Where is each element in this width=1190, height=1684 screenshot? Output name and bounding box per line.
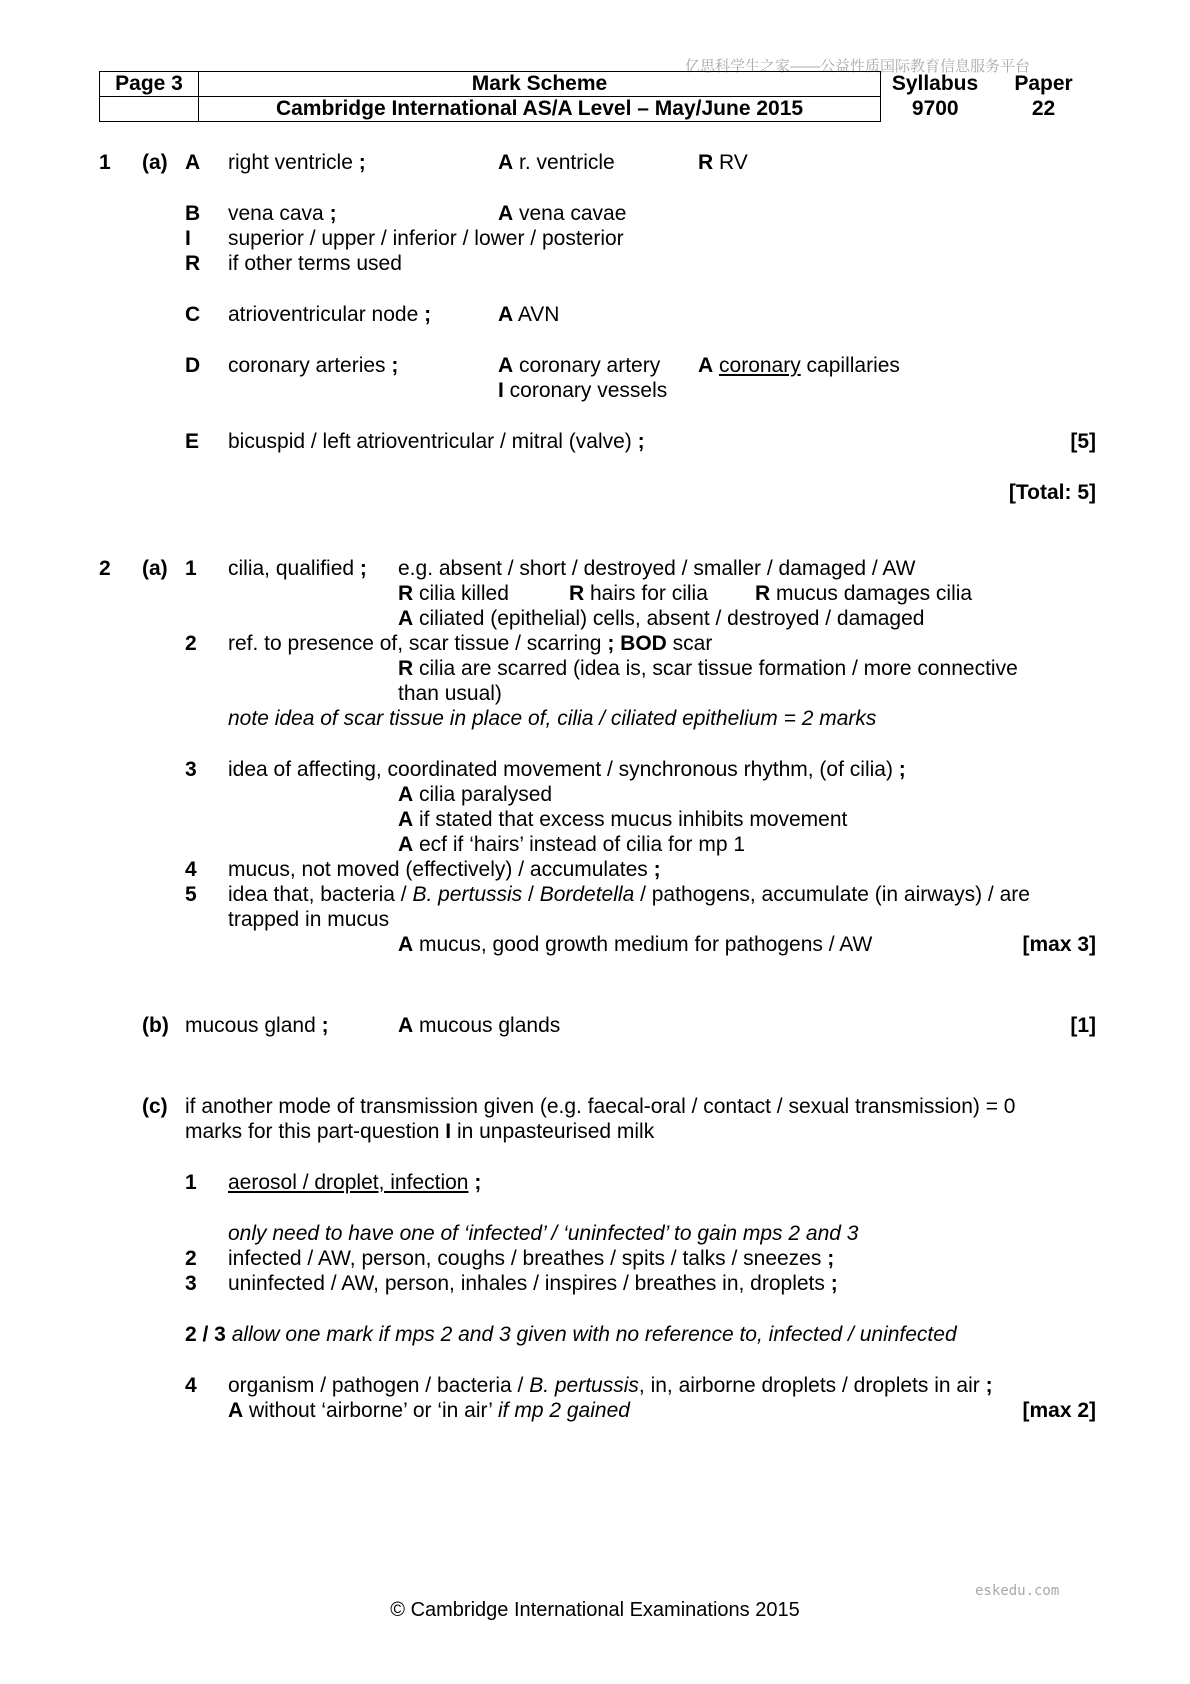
q2c-intro-2 [185,1119,654,1145]
paper-value: 22 [1031,97,1056,120]
answer-text: idea of affecting, coordinated movement / synchronous rhythm, (of cilia) [228,758,893,781]
accept-label: A [398,1014,414,1037]
answer-text: / pathogens, accumulate (in airways) / are [634,883,1030,906]
mark-point: ; [979,1374,993,1397]
q2-mp3-text [228,757,906,783]
q1-D-accept [498,353,660,379]
q2-mp1-reject-2 [569,581,708,607]
answer-text: infected / AW, person, coughs / breathes / spits / talks / sneezes [228,1247,822,1270]
answer-text: bicuspid / left atrioventricular / mitral (valve) [228,430,632,453]
accept-text: r. ventricle [513,151,615,174]
accept-text: vena cavae [513,202,627,225]
q2-mp1-text [228,556,367,582]
page-number: Page 3 [100,72,199,97]
ignore-label: I [498,379,504,402]
header-table [99,71,1098,122]
accept-text: coronary artery [513,354,661,377]
q2-part-b: (b) [142,1014,169,1037]
ignore-text: coronary vessels [503,379,668,402]
q2b-marks: [1] [1070,1014,1096,1037]
q2a-marks: [max 3] [1022,933,1096,956]
q1-E-marks: [5] [1070,430,1096,453]
accept-label: A [398,607,414,630]
reject-text: hairs for cilia [584,582,708,605]
reject-text: RV [713,151,748,174]
accept-condition: if mp 2 gained [498,1399,630,1422]
q2-mp1-reject-3 [755,581,972,607]
q1-D-accept-2 [698,353,900,379]
accept-label: A [398,933,414,956]
q2-mp3-accept-3 [398,832,745,858]
q2-mp2-reject [398,656,1018,682]
accept-label: A [398,808,414,831]
mark-point: ; [352,151,366,174]
accept-label: A [228,1399,244,1422]
accept-label: A [498,202,514,225]
reject-label: R [398,657,414,680]
answer-text: atrioventricular node [228,303,419,326]
header-subtitle: Cambridge International AS/A Level – May/June 2015 [199,97,881,122]
accept-text: mucus, good growth medium for pathogens / AW [413,933,873,956]
reject-label: R [569,582,585,605]
mark-point: ; [821,1247,835,1270]
answer-text: , in, airborne droplets / droplets in air [638,1374,980,1397]
q2-mp2-number: 2 [185,632,197,655]
q1-D-letter: D [185,354,201,377]
q2b-answer [185,1013,329,1039]
accept-text: ecf if ‘hairs’ instead of cilia for mp 1 [413,833,746,856]
reject-label: R [755,582,771,605]
mark-point: ; [315,1014,329,1037]
answer-text: mucous gland [185,1014,316,1037]
species-name: B. pertussis [529,1374,639,1397]
reject-label: R [698,151,714,174]
answer-text: mucus, not moved (effectively) / accumulates [228,858,648,881]
accept-label: A [498,303,514,326]
answer-text: scar [666,632,713,655]
q2-part-a: (a) [142,557,168,580]
accept-underlined: coronary [719,354,801,377]
separator: / [522,883,540,906]
answer-text: coronary arteries [228,354,386,377]
q1-total: [Total: 5] [1008,481,1096,504]
mark-point: ; [824,1272,838,1295]
header-blank [100,97,199,122]
q1-D-answer [228,353,398,379]
answer-text: cilia, qualified [228,557,355,580]
q2-mp3-number: 3 [185,758,197,781]
q1-part-a: (a) [142,151,168,174]
q1-D-ignore [498,378,667,404]
genus-name: Bordetella [539,883,635,906]
q2-mp5-text-cont: trapped in mucus [228,908,390,931]
accept-text: AVN [513,303,560,326]
reject-label: R [398,582,414,605]
accept-text: capillaries [800,354,900,377]
mark-point: ; BOD [607,632,667,655]
q2-mp5-accept [398,932,872,958]
q2c-mp4-text [228,1373,993,1399]
q2c-intro-1: if another mode of transmission given (e.g. faecal-oral / contact / sexual transmission) = 0 [185,1095,1016,1118]
answer-text: aerosol / droplet, infection [228,1171,469,1194]
header-title: Mark Scheme [199,72,881,97]
q2c-mp3-text [228,1271,838,1297]
q2-mp3-accept-1 [398,782,552,808]
answer-text: uninfected / AW, person, inhales / inspires / breathes in, droplets [228,1272,825,1295]
q2-mp1-accept [398,606,924,632]
q2-part-c: (c) [142,1095,168,1118]
q2c-mp2-number: 2 [185,1247,197,1270]
accept-label: A [698,354,714,377]
q2-mp4-number: 4 [185,858,197,881]
q1-I-letter: I [185,227,191,250]
q2c-mp23-note [185,1322,957,1348]
q2-mp2-text [228,631,712,657]
accept-label: A [398,833,414,856]
q1-A-answer [228,150,366,176]
q1-A-reject [698,150,748,176]
mark-point: ; [323,202,337,225]
intro-text: marks for this part-question [185,1120,446,1143]
syllabus-value: 9700 [911,97,959,120]
q1-B-accept [498,201,626,227]
copyright-footer: © Cambridge International Examinations 2015 [390,1599,800,1621]
accept-label: A [498,151,514,174]
ignore-text: in unpasteurised milk [451,1120,655,1143]
q1-B-letter: B [185,202,201,225]
q1-R-text: if other terms used [228,252,402,275]
q1-E-letter: E [185,430,200,453]
q1-R-letter: R [185,252,201,275]
q2-mp1-number: 1 [185,557,197,580]
watermark-top: 亿思科学生之家——公益性质国际教育信息服务平台 [685,58,1031,75]
q1-B-answer [228,201,337,227]
q1-C-accept [498,302,559,328]
q1-C-letter: C [185,303,201,326]
mark-point: ; [418,303,432,326]
accept-text: if stated that excess mucus inhibits movement [413,808,848,831]
q2c-mp1-text [228,1170,481,1196]
accept-text: cilia paralysed [413,783,553,806]
q2-mp2-reject-cont: than usual) [398,682,502,705]
mark-point: ; [468,1171,482,1194]
q2-number: 2 [99,557,111,580]
note-text: allow one mark if mps 2 and 3 given with no reference to, infected / uninfected [225,1323,957,1346]
q2-mp1-reject-1 [398,581,509,607]
answer-text: organism / pathogen / bacteria / [228,1374,530,1397]
q1-number: 1 [99,151,111,174]
q1-C-answer [228,302,431,328]
q2-mp1-eg: e.g. absent / short / destroyed / smaller / damaged / AW [398,557,916,580]
q2c-mp4-number: 4 [185,1374,197,1397]
q2-mp4-text [228,857,661,883]
accept-label: A [398,783,414,806]
answer-text: right ventricle [228,151,353,174]
mark-point: ; [892,758,906,781]
mark-point: ; [354,557,367,580]
mark-point: ; [385,354,399,377]
reject-text: cilia are scarred (idea is, scar tissue formation / more connective [413,657,1018,680]
reject-text: cilia killed [413,582,509,605]
q1-A-accept [498,150,615,176]
q1-A-letter: A [185,151,201,174]
q1-I-text: superior / upper / inferior / lower / posterior [228,227,624,250]
q2c-note: only need to have one of ‘infected’ / ‘uninfected’ to gain mps 2 and 3 [228,1222,859,1245]
mark-point-number: 2 / 3 [185,1323,226,1346]
paper-label: Paper [1014,72,1073,95]
reject-text: mucus damages cilia [770,582,973,605]
q2-mp5-text [228,882,1030,908]
q2-mp5-number: 5 [185,883,197,906]
answer-text: idea that, bacteria / [228,883,413,906]
q2c-mp1-number: 1 [185,1171,197,1194]
accept-label: A [498,354,514,377]
q2c-mp2-text [228,1246,834,1272]
accept-text: mucous glands [413,1014,561,1037]
mark-point: ; [647,858,661,881]
q2c-marks: [max 2] [1022,1399,1096,1422]
answer-text: ref. to presence of, scar tissue / scarring [228,632,608,655]
q2-mp3-accept-2 [398,807,847,833]
watermark-bottom: eskedu.com [975,1583,1060,1599]
q2c-mp3-number: 3 [185,1272,197,1295]
syllabus-label: Syllabus [891,72,979,95]
accept-text: without ‘airborne’ or ‘in air’ [243,1399,499,1422]
q1-E-answer [228,429,645,455]
ignore-label: I [445,1120,452,1143]
accept-text: ciliated (epithelial) cells, absent / destroyed / damaged [413,607,925,630]
answer-text: vena cava [228,202,324,225]
q2b-accept [398,1013,560,1039]
species-name: B. pertussis [412,883,523,906]
q2-mp2-note: note idea of scar tissue in place of, cilia / ciliated epithelium = 2 marks [228,707,877,730]
mark-point: ; [631,430,645,453]
q2c-mp4-accept [228,1398,630,1424]
